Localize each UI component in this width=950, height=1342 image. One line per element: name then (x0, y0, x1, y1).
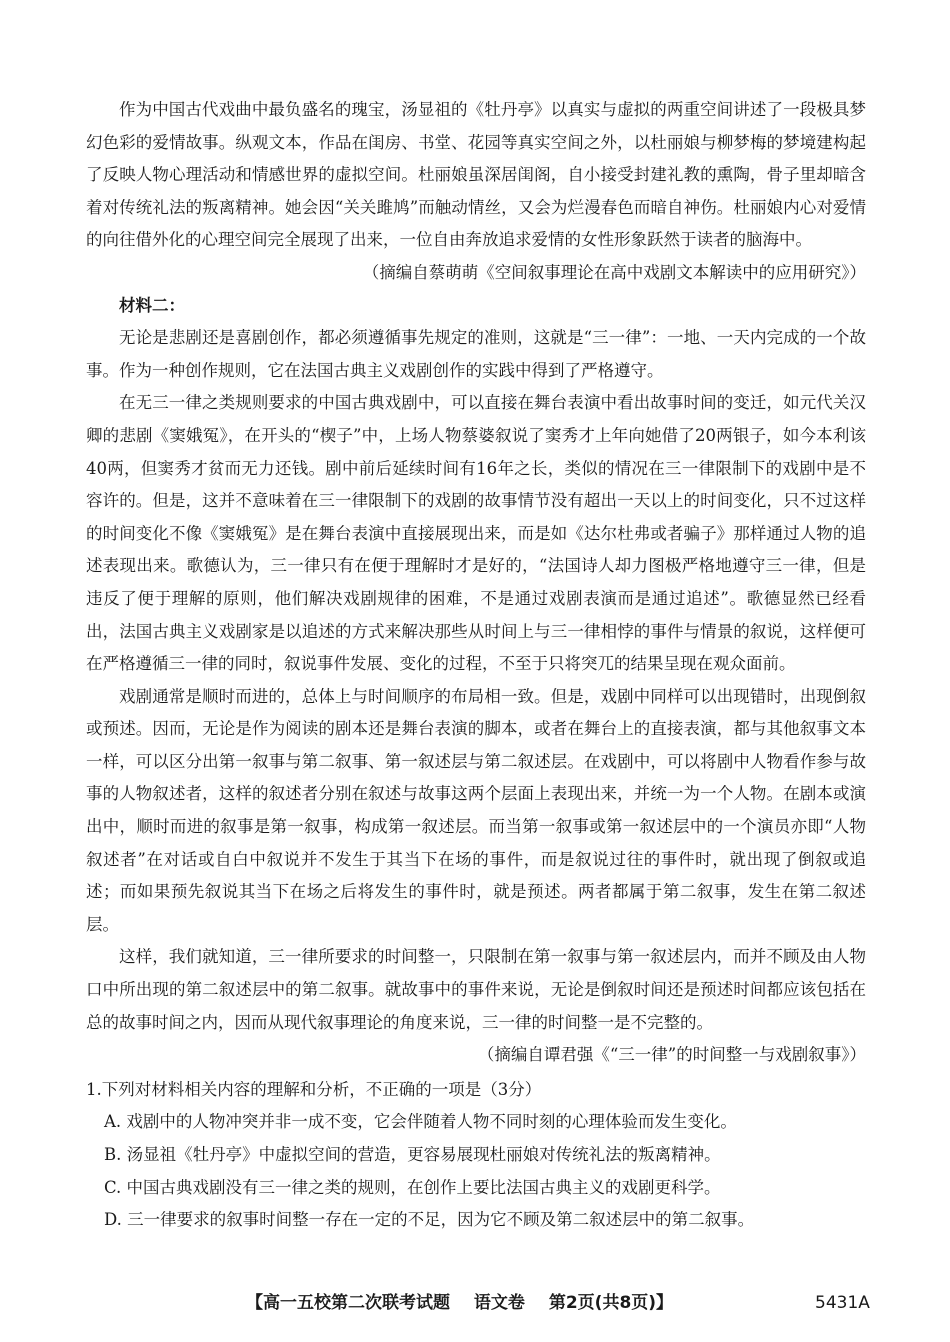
material-two-source: （摘编自谭君强《“三一律”的时间整一与戏剧叙事》） (477, 1045, 866, 1065)
material-two-paragraph-1: 无论是悲剧还是喜剧创作，都必须遵循事先规定的准则，这就是“三一律”：一地、一天内完成的一个故事。作为一种创作规则，它在法国古典主义戏剧创作的实践中得到了严格遵守。 (86, 328, 866, 380)
question-option-d: D. 三一律要求的叙事时间整一存在一定的不足，因为它不顾及第二叙述层中的第二叙事。 (104, 1210, 755, 1230)
material-two-paragraph-4: 这样，我们就知道，三一律所要求的时间整一，只限制在第一叙事与第一叙述层内，而并不顾及由人物口中所出现的第二叙述层中的第二叙事。就故事中的事件来说，无论是倒叙时间还是预述时间都应该包括在总的故事时间之内，因而从现代叙事理论的角度来说，三一律的时间整一是不完整的。 (86, 947, 866, 1032)
footer-page-number: 第2页(共8页)】 (548, 1293, 674, 1313)
material-two-paragraph-2: 在无三一律之类规则要求的中国古典戏剧中，可以直接在舞台表演中看出故事时间的变迁，如元代关汉卿的悲剧《窦娥冤》，在开头的“楔子”中，上场人物蔡婆叙说了窦秀才上年向她借了20两银子，如今本利该40两，但窦秀才贫而无力还钱。剧中前后延续时间有16年之长，类似的情况在三一律限制下的戏剧中是不容许的。但是，这并不意味着在三一律限制下的戏剧的故事情节没有超出一天以上的时间变化，只不过这样的时间变化不像《窦娥冤》是在舞台表演中直接展现出来，而是如《达尔杜弗或者骗子》那样通过人物的追述表现出来。歌德认为，三一律只有在便于理解时才是好的，“法国诗人却力图极严格地遵守三一律，但是违反了便于理解的原则，他们解决戏剧规律的困难，不是通过戏剧表演而是通过追述”。歌德显然已经看出，法国古典主义戏剧家是以追述的方式来解决那些从时间上与三一律相悖的事件与情景的叙说，这样便可在严格遵循三一律的同时，叙说事件发展、变化的过程，不至于只将突兀的结果呈现在观众面前。 (86, 393, 866, 674)
question-option-c: C. 中国古典戏剧没有三一律之类的规则，在创作上要比法国古典主义的戏剧更科学。 (104, 1177, 721, 1197)
question-option-b: B. 汤显祖《牡丹亭》中虚拟空间的营造，更容易展现杜丽娘对传统礼法的叛离精神。 (104, 1145, 721, 1164)
material-one-source: （摘编自蔡萌萌《空间叙事理论在高中戏剧文本解读中的应用研究》） (362, 262, 866, 282)
material-two-heading: 材料二： (119, 295, 185, 315)
material-two-paragraph-3: 戏剧通常是顺时而进的，总体上与时间顺序的布局相一致。但是，戏剧中同样可以出现错时，出现倒叙或预述。因而，无论是作为阅读的剧本还是舞台表演的脚本，或者在舞台上的直接表演，都与其他叙事文本一样，可以区分出第一叙事与第二叙事、第一叙述层与第二叙述层。在戏剧中，可以将剧中人物看作参与故事的人物叙述者，这样的叙述者分别在叙述与故事这两个层面上表现出来，并统一为一个人物。在剧本或演出中，顺时而进的叙事是第一叙事，构成第一叙述层。而当第一叙事或第一叙述层中的一个演员亦即“人物叙述者”在对话或自白中叙说并不发生于其当下在场的事件，而是叙说过往的事件时，就出现了倒叙或追述；而如果预先叙说其当下在场之后将发生的事件时，就是预述。两者都属于第二叙事，发生在第二叙述层。 (86, 686, 866, 934)
footer-code: 5431A (815, 1293, 870, 1313)
page-content (86, 94, 866, 1237)
footer-exam-info (246, 1288, 673, 1318)
question-title: 1.下列对材料相关内容的理解和分析，不正确的一项是（3分） (86, 1079, 542, 1099)
page-footer (0, 1288, 950, 1318)
question-option-a: A. 戏剧中的人物冲突并非一成不变，它会伴随着人物不同时刻的心理体验而发生变化。 (104, 1112, 737, 1132)
footer-subject: 语文卷 (473, 1293, 525, 1313)
footer-exam-title: 【高一五校第二次联考试题 (246, 1293, 450, 1313)
material-one-paragraph: 作为中国古代戏曲中最负盛名的瑰宝，汤显祖的《牡丹亭》以真实与虚拟的两重空间讲述了一段极具梦幻色彩的爱情故事。纵观文本，作品在闺房、书堂、花园等真实空间之外，以杜丽娘与柳梦梅的梦境建构起了反映人物心理活动和情感世界的虚拟空间。杜丽娘虽深居闺阁，自小接受封建礼教的熏陶，骨子里却暗含着对传统礼法的叛离精神。她会因“关关雎鸠”而触动情丝，又会为烂漫春色而暗自神伤。杜丽娘内心对爱情的向往借外化的心理空间完全展现了出来，一位自由奔放追求爱情的女性形象跃然于读者的脑海中。 (86, 100, 866, 250)
